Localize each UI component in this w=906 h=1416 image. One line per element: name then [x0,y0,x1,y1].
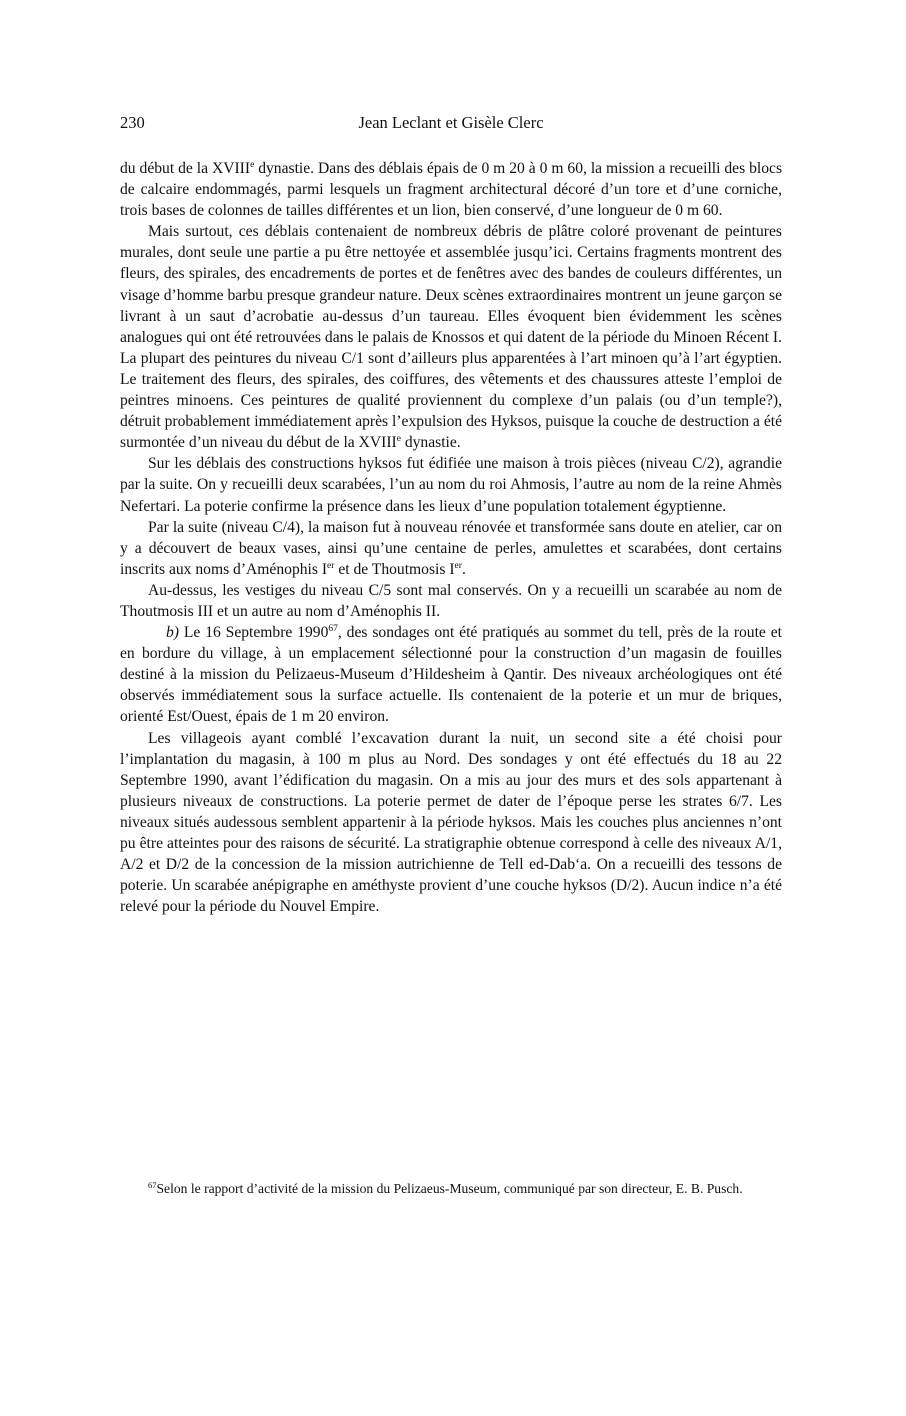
running-header [120,113,782,137]
paragraph-2: Mais surtout, ces déblais contenaient de nombreux débris de plâtre coloré provenant de peintures murales, dont seule une partie a pu être nettoyée et assemblée jusqu’ici. Certains fragments montrent des fleurs, des spirales, des encadrements de portes et de fenêtres avec des bandes de couleurs différentes, un visage d’homme barbu presque grandeur nature. Deux scènes extraordinaires montrent un jeune garçon se livrant à un saut d’acrobatie au-dessus d’un taureau. Elles évoquent bien évidemment les scènes analogues qui ont été retrouvées dans le palais de Knossos et qui datent de la période du Minoen Récent I. La plupart des peintures du niveau C/1 sont d’ailleurs plus apparentées à l’art minoen qu’à l’art égyptien. Le traitement des fleurs, des spirales, des coiffures, des vêtements et des chaussures atteste l’emploi de peintres minoens. Ces peintures de qualité proviennent du complexe d’un palais (ou d’un temple?), détruit probablement immédiatement après l’expulsion des Hyksos, puisque la couche de destruction a été surmontée d’un niveau du début de la XVIIIe dynastie. [120,223,782,452]
footnote-text: Selon le rapport d’activité de la mission du Pelizaeus-Museum, communiqué par son directeur, E. B. Pusch. [156,1181,743,1196]
paragraph-6: b) Le 16 Septembre 1990$^{67}$, des sondages ont été pratiqués au sommet du tell, près de la route et en bordure du village, à un emplacement sélectionné pour la construction d’un magasin de fouilles destiné à la mission du Pelizaeus-Museum d’Hildesheim à Qantir. Des niveaux archéologiques ont été observés immédiatement sous la surface actuelle. Ils contenaient de la poterie et un mur de briques, orienté Est/Ouest, épais de 1 m 20 environ. [120,624,782,726]
paragraph-7: Les villageois ayant comblé l’excavation durant la nuit, un second site a été choisi pour l’implantation du magasin, à 100 m plus au Nord. Des sondages y ont été effectués du 18 au 22 Septembre 1990, avant l’édification du magasin. On a mis au jour des murs et des sols appartenant à plusieurs niveaux de constructions. La poterie permet de dater de l’époque perse les strates 6/7. Les niveaux situés audessous semblent appartenir à la période hyksos. Mais les couches plus anciennes n’ont pu être atteintes pour des raisons de sécurité. La stratigraphie obtenue correspond à celle des niveaux A/1, A/2 et D/2 de la concession de la mission autrichienne de Tell ed-Dab‘a. On a recueilli des tessons de poterie. Un scarabée anépigraphe en améthyste provient d’une couche hyksos (D/2). Aucun indice n’a été relevé pour la période du Nouvel Empire. [120,729,782,916]
footnote-reference: 67 [328,624,338,635]
section-label: b) [166,624,179,642]
running-title: Jean Leclant et Gisèle Clerc [358,113,544,132]
footnote [120,1180,782,1198]
paragraph-1: du début de la XVIIIe dynastie. Dans des déblais épais de 0 m 20 à 0 m 60, la mission a recueilli des blocs de calcaire endommagés, parmi lesquels un fragment architectural décoré d’un tore et d’une corniche, trois bases de colonnes de tailles différentes et un lion, bien conservé, d’une longueur de 0 m 60. [120,160,783,220]
page-number: 230 [120,113,145,132]
paragraph-5: Au-dessus, les vestiges du niveau C/5 sont mal conservés. On y a recueilli un scarabée au nom de Thoutmosis III et un autre au nom d’Aménophis II. [120,581,782,620]
paragraph-3: Sur les déblais des constructions hyksos fut édifiée une maison à trois pièces (niveau C/2), agrandie par la suite. On y recueilli deux scarabées, l’un au nom du roi Ahmosis, l’autre au nom de la reine Ahmès Nefertari. La poterie confirme la présence dans les lieux d’une population totalement égyptienne. [120,455,782,515]
body-text [120,158,782,917]
footnote-number: 67 [148,1180,157,1190]
paragraph-4: Par la suite (niveau C/4), la maison fut à nouveau rénovée et transformée sans doute en atelier, car on y a découvert de beaux vases, ainsi qu’une centaine de perles, amulettes et scarabées, dont certains inscrits aux noms d’Aménophis Ier et de Thoutmosis Ier. [120,518,782,578]
